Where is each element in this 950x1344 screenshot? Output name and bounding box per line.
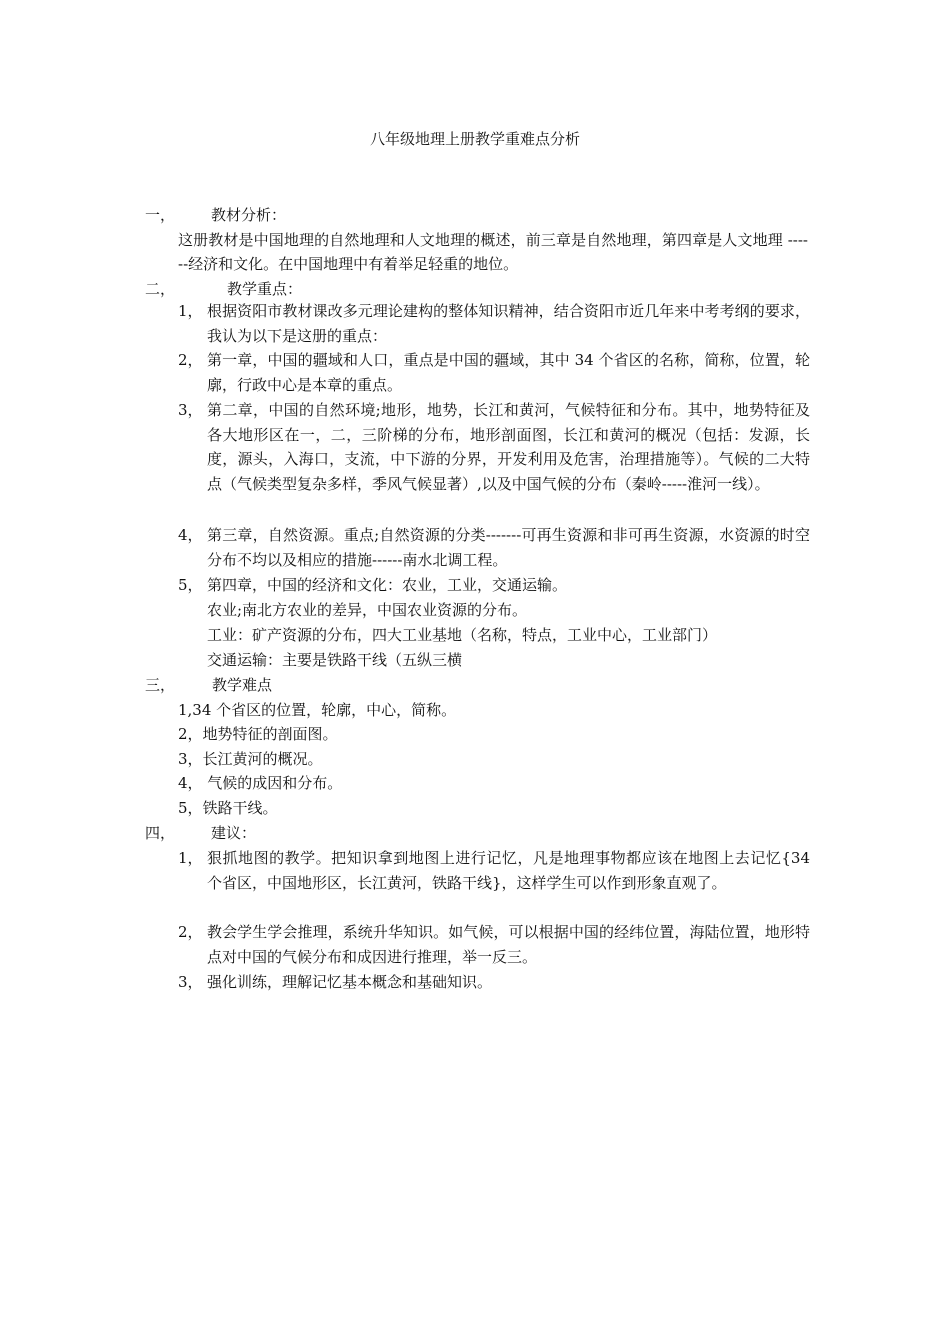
item-number: 3， — [178, 973, 203, 991]
item-number: 3， — [178, 401, 203, 419]
item-text: 强化训练，理解记忆基本概念和基础知识。 — [207, 973, 493, 991]
key-point-item — [178, 299, 810, 348]
section-label: 教学难点 — [212, 676, 273, 694]
key-point-item — [178, 523, 810, 572]
sub-line: 工业：矿产资源的分布，四大工业基地（名称，特点，工业中心，工业部门） — [207, 626, 718, 644]
sub-line: 交通运输：主要是铁路干线（五纵三横 — [207, 651, 463, 669]
section-number: 二， — [145, 280, 176, 298]
difficulty-item: 1,34 个省区的位置，轮廓，中心，简称。 — [178, 701, 457, 719]
item-text: 第三章，自然资源。重点;自然资源的分类-------可再生资源和非可再生资源，水资源的时空分布不均以及相应的措施------南水北调工程。 — [207, 526, 810, 569]
sub-line: 农业;南北方农业的差异，中国农业资源的分布。 — [207, 601, 528, 619]
difficulty-item: 2，地势特征的剖面图。 — [178, 725, 338, 743]
document-title: 八年级地理上册教学重难点分析 — [369, 130, 580, 148]
key-point-item — [178, 398, 810, 496]
item-number: 4， — [178, 526, 203, 544]
section-label: 建议： — [211, 824, 257, 842]
item-text: 第一章，中国的疆域和人口，重点是中国的疆域，其中 34 个省区的名称，简称，位置，轮廓，行政中心是本章的重点。 — [207, 351, 810, 394]
suggestion-item — [178, 970, 810, 995]
item-text: 教会学生学会推理，系统升华知识。如气候，可以根据中国的经纬位置，海陆位置，地形特点对中国的气候分布和成因进行推理，举一反三。 — [207, 923, 810, 966]
difficulty-item: 4， 气候的成因和分布。 — [178, 774, 343, 792]
item-number: 1， — [178, 849, 203, 867]
item-number: 2， — [178, 923, 203, 941]
item-text: 第二章，中国的自然环境;地形，地势，长江和黄河，气候特征和分布。其中，地势特征及各大地形区在一，二，三阶梯的分布，地形剖面图，长江和黄河的概况（包括：发源，长度，源头，入海口，支流，中下游的分界，开发利用及危害，治理措施等）。气候的二大特点（气候类型复杂多样，季风气候显著）,以及中国气候的分布（秦岭-----淮河一线）。 — [207, 401, 810, 493]
difficulty-item: 3，长江黄河的概况。 — [178, 750, 323, 768]
section-1-paragraph: 这册教材是中国地理的自然地理和人文地理的概述，前三章是自然地理，第四章是人文地理 ------经济和文化。在中国地理中有着举足轻重的地位。 — [178, 231, 808, 273]
suggestion-item — [178, 920, 810, 969]
section-label: 教学重点： — [227, 280, 303, 298]
item-number: 1， — [178, 302, 203, 320]
section-number: 三， — [145, 676, 176, 694]
section-number: 四， — [145, 824, 176, 842]
item-text: 根据资阳市教材课改多元理论建构的整体知识精神，结合资阳市近几年来中考考纲的要求，我认为以下是这册的重点： — [207, 302, 810, 345]
section-label: 教材分析： — [211, 206, 287, 224]
key-point-item — [178, 573, 810, 598]
item-text: 狠抓地图的教学。把知识拿到地图上进行记忆，凡是地理事物都应该在地图上去记忆{34 个省区，中国地形区，长江黄河，铁路干线}，这样学生可以作到形象直观了。 — [207, 849, 810, 892]
item-text: 第四章，中国的经济和文化：农业，工业，交通运输。 — [207, 576, 568, 594]
difficulty-item: 5，铁路干线。 — [178, 799, 278, 817]
suggestion-item — [178, 846, 810, 895]
item-number: 2， — [178, 351, 203, 369]
key-point-item — [178, 348, 810, 397]
item-number: 5， — [178, 576, 203, 594]
section-number: 一， — [145, 206, 176, 224]
